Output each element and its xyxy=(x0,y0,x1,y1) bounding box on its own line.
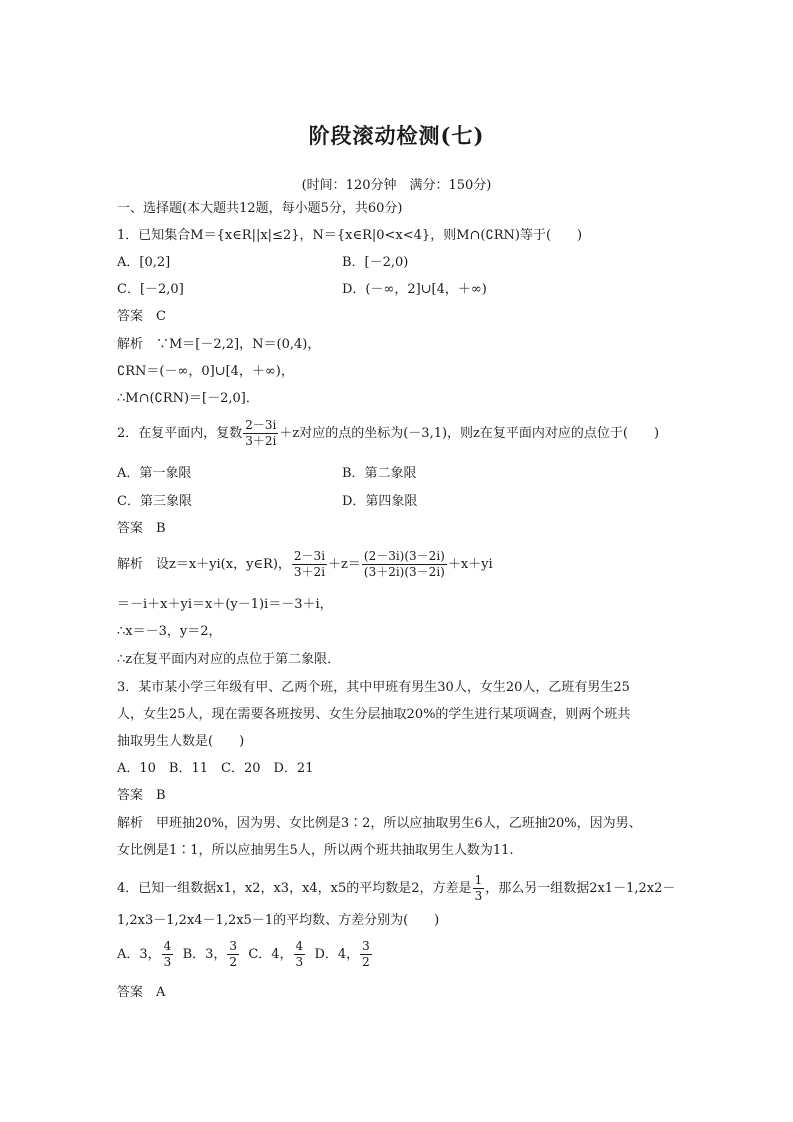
fraction-denominator: 3＋2i xyxy=(245,434,277,448)
fraction-denominator: 3 xyxy=(163,955,172,969)
q2-analysis-line: ＝－i＋x＋yi＝x＋(y－1)i＝－3＋i， xyxy=(117,597,333,612)
q3-analysis-line: 解析 甲班抽20%，因为男、女比例是3∶2，所以应抽取男生6人，乙班抽20%，因为男、 xyxy=(117,816,642,831)
q2-answer: 答案 B xyxy=(117,521,166,536)
fraction xyxy=(294,939,306,970)
q3-answer: 答案 B xyxy=(117,788,166,803)
exam-info: (时间：120分钟 满分：150分) xyxy=(301,178,492,193)
q3-stem-line: 抽取男生人数是( ) xyxy=(117,734,245,749)
q2-fraction xyxy=(243,418,278,449)
fraction-numerator: 3 xyxy=(229,939,238,953)
page-title: 阶段滚动检测(七) xyxy=(308,123,485,148)
fraction-numerator: (2－3i)(3－2i) xyxy=(363,549,445,563)
q4-options xyxy=(117,939,373,970)
q4-fraction xyxy=(473,873,485,904)
q4-stem xyxy=(117,873,675,904)
q4-option-b: B．3， $\frac{3}{2}$ xyxy=(182,939,238,969)
q3-stem-line: 人，女生25人，现在需要各班按男、女生分层抽取20%的学生进行某项调查，则两个班共 xyxy=(117,707,631,722)
q1-analysis-line: ∴M∩(∁RN)＝[－2,0]． xyxy=(117,391,259,406)
q4-stem-text: 4．已知一组数据x1，x2，x3，x4，x5的平均数是2，方差是 xyxy=(117,881,472,896)
q3-analysis-line: 女比例是1∶1，所以应抽男生5人，所以两个班共抽取男生人数为11. xyxy=(117,843,514,858)
q2-option-a: A．第一象限 xyxy=(117,466,192,481)
q1-option-b: B．[－2,0) xyxy=(342,255,409,270)
q4-stem-text: ，那么另一组数据2x1－1,2x2－ xyxy=(485,881,676,896)
fraction-numerator: 3 xyxy=(362,939,370,953)
q1-analysis-line: 解析 ∵M＝[－2,2]，N＝(0,4)， xyxy=(117,337,321,352)
fraction-numerator: 4 xyxy=(295,939,304,953)
fraction xyxy=(162,939,174,970)
fraction-numerator: 2－3i xyxy=(293,549,326,563)
q2-option-c: C．第三象限 xyxy=(117,494,192,509)
fraction-denominator: 2 xyxy=(362,955,370,969)
q4-option-d: D．4， $\frac{3}{2}$ xyxy=(314,939,370,969)
fraction-numerator: 2－3i xyxy=(245,418,277,432)
analysis-text: 解析 设z＝x＋yi(x，y∈R)， xyxy=(117,557,291,572)
q2-analysis-line: ∴x＝－3，y＝2， xyxy=(117,624,222,639)
fraction xyxy=(227,939,239,970)
q1-option-a: A．[0,2] xyxy=(117,255,171,270)
fraction xyxy=(292,549,327,580)
q1-stem: 1．已知集合M＝{x∈R||x|≤2}，N＝{x∈R|0<x<4}，则M∩(∁RN)等于( ) xyxy=(117,228,583,243)
fraction-denominator: 3 xyxy=(474,889,483,903)
fraction-denominator: (3＋2i)(3－2i) xyxy=(363,565,445,579)
q4-answer: 答案 A xyxy=(117,985,166,1000)
q1-option-d: D．(－∞，2]∪[4，＋∞) xyxy=(342,282,487,297)
q2-stem-text: ＋z对应的点的坐标为(－3,1)，则z在复平面内对应的点位于( ) xyxy=(279,426,660,441)
fraction xyxy=(360,939,372,970)
q2-stem xyxy=(117,418,659,449)
fraction-denominator: 3 xyxy=(295,955,304,969)
q2-option-b: B．第二象限 xyxy=(342,466,417,481)
q2-option-d: D．第四象限 xyxy=(342,494,418,509)
fraction-numerator: 1 xyxy=(474,873,483,887)
section-heading: 一、选择题(本大题共12题，每小题5分，共60分) xyxy=(117,201,403,216)
q3-options: A．10 B．11 C．20 D．21 xyxy=(117,761,314,776)
fraction-denominator: 2 xyxy=(229,955,238,969)
q2-analysis-line: ∴z在复平面内对应的点位于第二象限． xyxy=(117,652,341,667)
analysis-text: ＋z＝ xyxy=(328,557,361,572)
analysis-text: ＋x＋yi xyxy=(447,557,493,572)
q1-analysis-line: ∁RN＝(－∞，0]∪[4，＋∞)， xyxy=(117,364,294,379)
q3-stem-line: 3．某市某小学三年级有甲、乙两个班，其中甲班有男生30人，女生20人，乙班有男生25 xyxy=(117,680,630,695)
q4-option-a: A．3， $\frac{4}{3}$ xyxy=(117,939,172,969)
q2-analysis-formula xyxy=(117,549,493,580)
q4-option-c: C．4， $\frac{4}{3}$ xyxy=(248,939,304,969)
q1-answer: 答案 C xyxy=(117,309,166,324)
fraction-numerator: 4 xyxy=(163,939,172,953)
q1-option-c: C．[－2,0] xyxy=(117,282,184,297)
fraction-denominator: 3＋2i xyxy=(293,565,326,579)
q2-stem-text: 2．在复平面内，复数 xyxy=(117,426,243,441)
fraction xyxy=(362,549,447,580)
q4-stem-line: 1,2x3－1,2x4－1,2x5－1的平均数、方差分别为( ) xyxy=(117,913,440,928)
